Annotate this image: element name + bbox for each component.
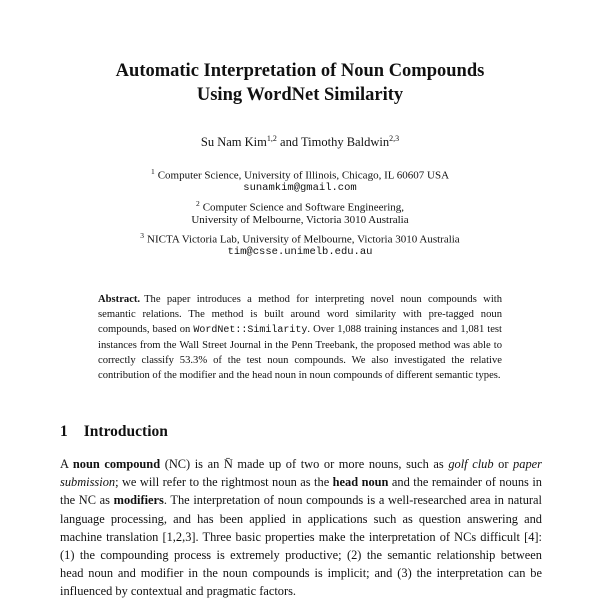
- author-name: Timothy Baldwin: [300, 135, 390, 150]
- abstract-label: Abstract.: [98, 294, 141, 305]
- title-line-2: Using WordNet Similarity: [196, 85, 404, 105]
- intro-text: or: [498, 457, 509, 471]
- intro-text: and the remainder of nouns in the NC as: [60, 475, 542, 508]
- term-modifiers: modifiers: [113, 493, 164, 508]
- example-term: golf club: [448, 457, 494, 471]
- author-list: [60, 134, 540, 150]
- title-line-1: Automatic Interpretation of Noun Compounds: [115, 61, 485, 81]
- abstract-code-term: WordNet::Similarity: [193, 325, 308, 336]
- affiliation-3-email: tim@csse.unimelb.edu.au: [227, 246, 373, 258]
- term-head-noun: head noun: [332, 475, 389, 490]
- affiliation-mark: 3: [140, 231, 145, 240]
- intro-text: . The interpretation of noun compounds is a well-researched area in natural language processing, and has been applied in applications such as question answering and machine translation [1,2,3]. Three basic properties make the interpretation of NCs difficult [4]: (1) the compounding process is extremely productive; (2) the semantic relationship between head noun and modifier in the noun compounds is implicit; and (3) the interpretation can be influenced by contextual and pragmatic factors.: [60, 493, 542, 599]
- author-conjunction: and: [280, 135, 299, 150]
- affiliation-2: [60, 197, 540, 215]
- author-affiliation-mark: 1,2: [266, 134, 277, 143]
- author-affiliation-mark: 2,3: [389, 134, 400, 143]
- section-number: 1: [60, 423, 68, 440]
- abstract-text: The paper introduces a method for interpreting novel noun compounds with semantic relations. The method is built around word similarity with pre-tagged noun compounds, based on: [98, 294, 502, 335]
- affiliation-mark: 2: [195, 199, 200, 208]
- section-heading: [60, 423, 168, 441]
- paper-title: [60, 59, 540, 107]
- affiliation-3: [60, 229, 540, 247]
- intro-text: ; we will refer to the rightmost noun as the: [115, 475, 330, 490]
- abstract-text-continued: . Over 1,088 training instances and 1,081 test instances from the Wall Street Journal in the Penn Treebank, the proposed method was able to correctly classify 53.3% of the test noun compounds. We also investigated the relative contribution of the modifier and the head noun in noun compounds of different semantic types.: [98, 324, 502, 381]
- intro-paragraph: [60, 455, 542, 601]
- intro-text: (NC) is an N̄ made up of two or more nouns, such as: [164, 457, 444, 471]
- affiliation-1: [60, 165, 540, 183]
- abstract: [98, 292, 502, 383]
- term-noun-compound: noun compound: [72, 457, 161, 471]
- intro-text: A: [60, 457, 69, 471]
- affiliation-text: NICTA Victoria Lab, University of Melbourne, Victoria 3010 Australia: [147, 233, 460, 246]
- affiliation-text: Computer Science and Software Engineering,: [202, 201, 405, 214]
- author-name: Su Nam Kim: [200, 135, 267, 150]
- affiliation-2-line-2: University of Melbourne, Victoria 3010 Australia: [191, 214, 409, 226]
- affiliation-1-email: sunamkim@gmail.com: [243, 182, 357, 194]
- affiliation-mark: 1: [150, 167, 155, 176]
- example-term: paper submission: [60, 457, 542, 490]
- affiliation-text: Computer Science, University of Illinois, Chicago, IL 60607 USA: [157, 169, 450, 182]
- section-title: Introduction: [83, 423, 168, 440]
